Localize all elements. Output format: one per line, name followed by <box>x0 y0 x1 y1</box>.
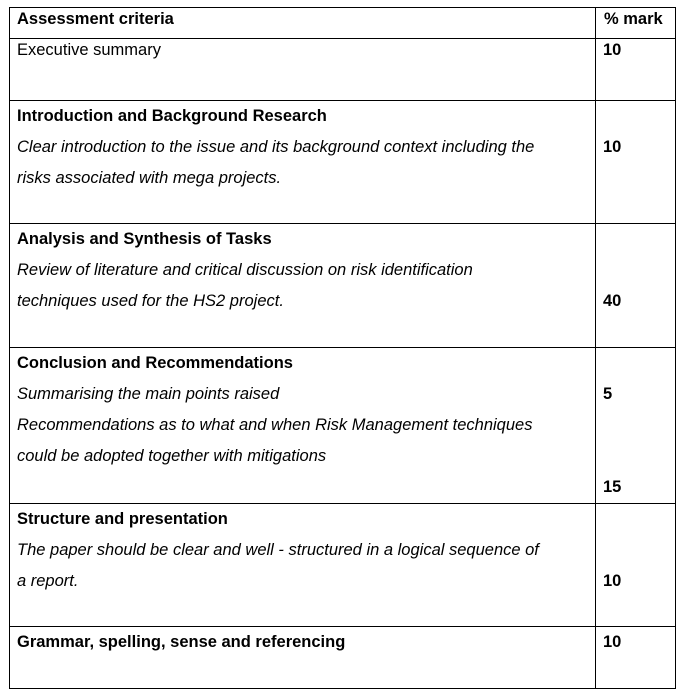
criteria-description: a report. <box>17 572 79 590</box>
mark-value: 10 <box>603 41 622 59</box>
criteria-cell <box>10 627 596 689</box>
criteria-cell <box>10 504 596 627</box>
criteria-column-header: Assessment criteria <box>10 8 596 39</box>
criteria-description: techniques used for the HS2 project. <box>17 292 284 310</box>
mark-value: 40 <box>603 292 622 310</box>
criteria-cell <box>10 348 596 504</box>
criteria-title: Analysis and Synthesis of Tasks <box>17 230 272 248</box>
criteria-title: Conclusion and Recommendations <box>17 354 293 372</box>
mark-cell <box>596 627 676 689</box>
assessment-criteria-table <box>9 7 676 689</box>
mark-cell <box>596 504 676 627</box>
table-row <box>10 224 676 348</box>
criteria-cell <box>10 101 596 224</box>
criteria-title: Grammar, spelling, sense and referencing <box>17 633 346 651</box>
mark-column-header: % mark <box>596 8 676 39</box>
criteria-cell <box>10 39 596 101</box>
table-header-row <box>10 8 676 39</box>
criteria-description: Summarising the main points raised <box>17 385 280 403</box>
criteria-description: could be adopted together with mitigations <box>17 447 327 465</box>
criteria-description: Clear introduction to the issue and its background context including the <box>17 138 535 156</box>
criteria-title: Introduction and Background Research <box>17 107 327 125</box>
mark-cell <box>596 39 676 101</box>
criteria-description: The paper should be clear and well - structured in a logical sequence of <box>17 541 539 559</box>
table-row <box>10 39 676 101</box>
criteria-description: risks associated with mega projects. <box>17 169 282 187</box>
criteria-description: Recommendations as to what and when Risk Management techniques <box>17 416 533 434</box>
mark-value: 10 <box>603 633 622 651</box>
mark-value: 5 <box>603 385 613 403</box>
table-row <box>10 348 676 504</box>
table-row <box>10 627 676 689</box>
mark-value: 10 <box>603 138 622 156</box>
criteria-title: Executive summary <box>17 41 161 59</box>
mark-value: 10 <box>603 572 622 590</box>
table-row <box>10 101 676 224</box>
mark-cell <box>596 224 676 348</box>
mark-cell <box>596 101 676 224</box>
criteria-title: Structure and presentation <box>17 510 228 528</box>
table-row <box>10 504 676 627</box>
mark-cell <box>596 348 676 504</box>
criteria-cell <box>10 224 596 348</box>
criteria-description: Review of literature and critical discussion on risk identification <box>17 261 473 279</box>
mark-value: 15 <box>603 478 622 496</box>
